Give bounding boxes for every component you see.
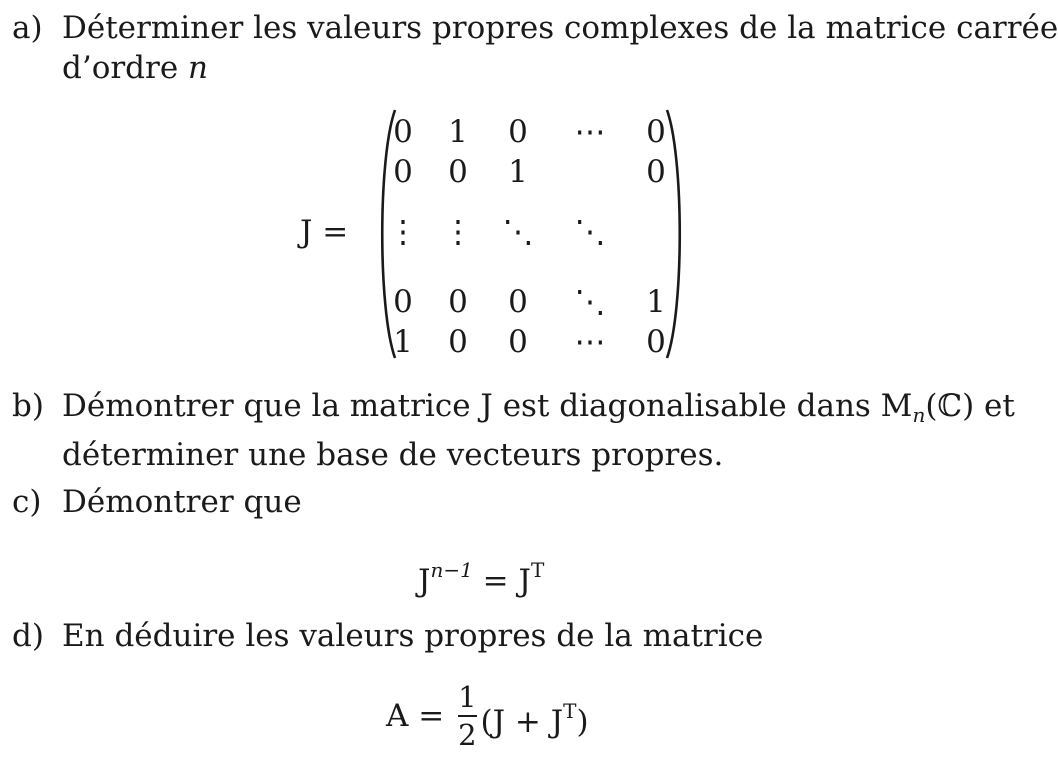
item-d [0, 616, 1000, 656]
matrix-cell-r3-c4: ⋱ [574, 214, 606, 250]
fraction-bar [458, 715, 476, 717]
item-a [0, 8, 1058, 88]
matrix-cell-r4-c1: 0 [393, 284, 413, 320]
item-a-line2 [62, 48, 992, 88]
matrix-cell-r2-c1: 0 [393, 154, 413, 190]
item-b-line1-post: (ℂ) et [925, 388, 1015, 424]
equation-c [418, 550, 544, 601]
item-a-line2-prefix: d’ordre [62, 50, 189, 86]
item-a-line1: Déterminer les valeurs propres complexes de la matrice carrée [62, 10, 1058, 46]
item-c [0, 482, 1000, 522]
eq-c-mid: = J [472, 563, 531, 599]
matrix-cell-r4-c3: 0 [508, 284, 528, 320]
fraction-denominator: 2 [458, 718, 477, 752]
eq-d-lhs: A = [386, 698, 455, 734]
eq-c-exponent: n−1 [430, 558, 473, 582]
matrix-name: J = [300, 214, 349, 250]
item-b-subscript-n: n [912, 403, 926, 427]
equation-d [386, 680, 589, 752]
matrix-cell-r2-c5: 0 [646, 154, 666, 190]
eq-d-rhs-post: ) [576, 703, 589, 740]
item-d-text [62, 616, 992, 656]
matrix-cell-r4-c5: 1 [646, 284, 666, 320]
item-b-line1-pre: Démontrer que la matrice J est diagonalisable dans M [62, 388, 913, 424]
eq-c-exponent-t: T [530, 558, 545, 582]
item-d-line1: En déduire les valeurs propres de la matrice [62, 618, 764, 654]
matrix-cell-r1-c5: 0 [646, 114, 666, 150]
item-c-label: c) [12, 484, 42, 520]
matrix-j [300, 108, 700, 360]
matrix-cell-r3-c3: ⋱ [502, 214, 534, 250]
item-c-text [62, 482, 992, 522]
item-b-text [62, 386, 1015, 475]
eq-c-base: J [418, 563, 431, 599]
eq-d-rhs-pre: (J + J [480, 703, 564, 740]
matrix-cell-r2-c2: 0 [448, 154, 468, 190]
matrix-cell-r1-c1: 0 [393, 114, 413, 150]
item-b-line1 [62, 386, 1015, 435]
item-b-line2: déterminer une base de vecteurs propres. [62, 437, 724, 473]
item-b-label: b) [12, 388, 44, 424]
matrix-cell-r5-c4: ⋯ [574, 324, 606, 360]
matrix-cell-r1-c2: 1 [448, 114, 468, 150]
item-c-line1: Démontrer que [62, 484, 302, 520]
item-a-var-n: n [188, 50, 209, 86]
eq-d-rhs [480, 698, 589, 740]
matrix-cell-r1-c3: 0 [508, 114, 528, 150]
matrix-cell-r1-c4: ⋯ [574, 114, 606, 150]
fraction-numerator: 1 [458, 680, 477, 714]
matrix-cell-r3-c1: ⋮ [387, 214, 419, 250]
matrix-cell-r3-c2: ⋮ [442, 214, 474, 250]
matrix-cell-r4-c2: 0 [448, 284, 468, 320]
eq-d-rhs-sup: T [563, 698, 577, 723]
matrix-cell-r5-c3: 0 [508, 324, 528, 360]
item-b [0, 386, 1015, 473]
matrix-cell-r5-c2: 0 [448, 324, 468, 360]
matrix-cell-r5-c5: 0 [646, 324, 666, 360]
item-d-label: d) [12, 618, 44, 654]
matrix-cell-r5-c1: 1 [393, 324, 413, 360]
item-a-label: a) [12, 10, 43, 46]
matrix-cell-r4-c4: ⋱ [574, 284, 606, 320]
fraction-one-half [458, 680, 476, 752]
item-a-text [62, 8, 1058, 88]
matrix-cell-r2-c3: 1 [508, 154, 528, 190]
